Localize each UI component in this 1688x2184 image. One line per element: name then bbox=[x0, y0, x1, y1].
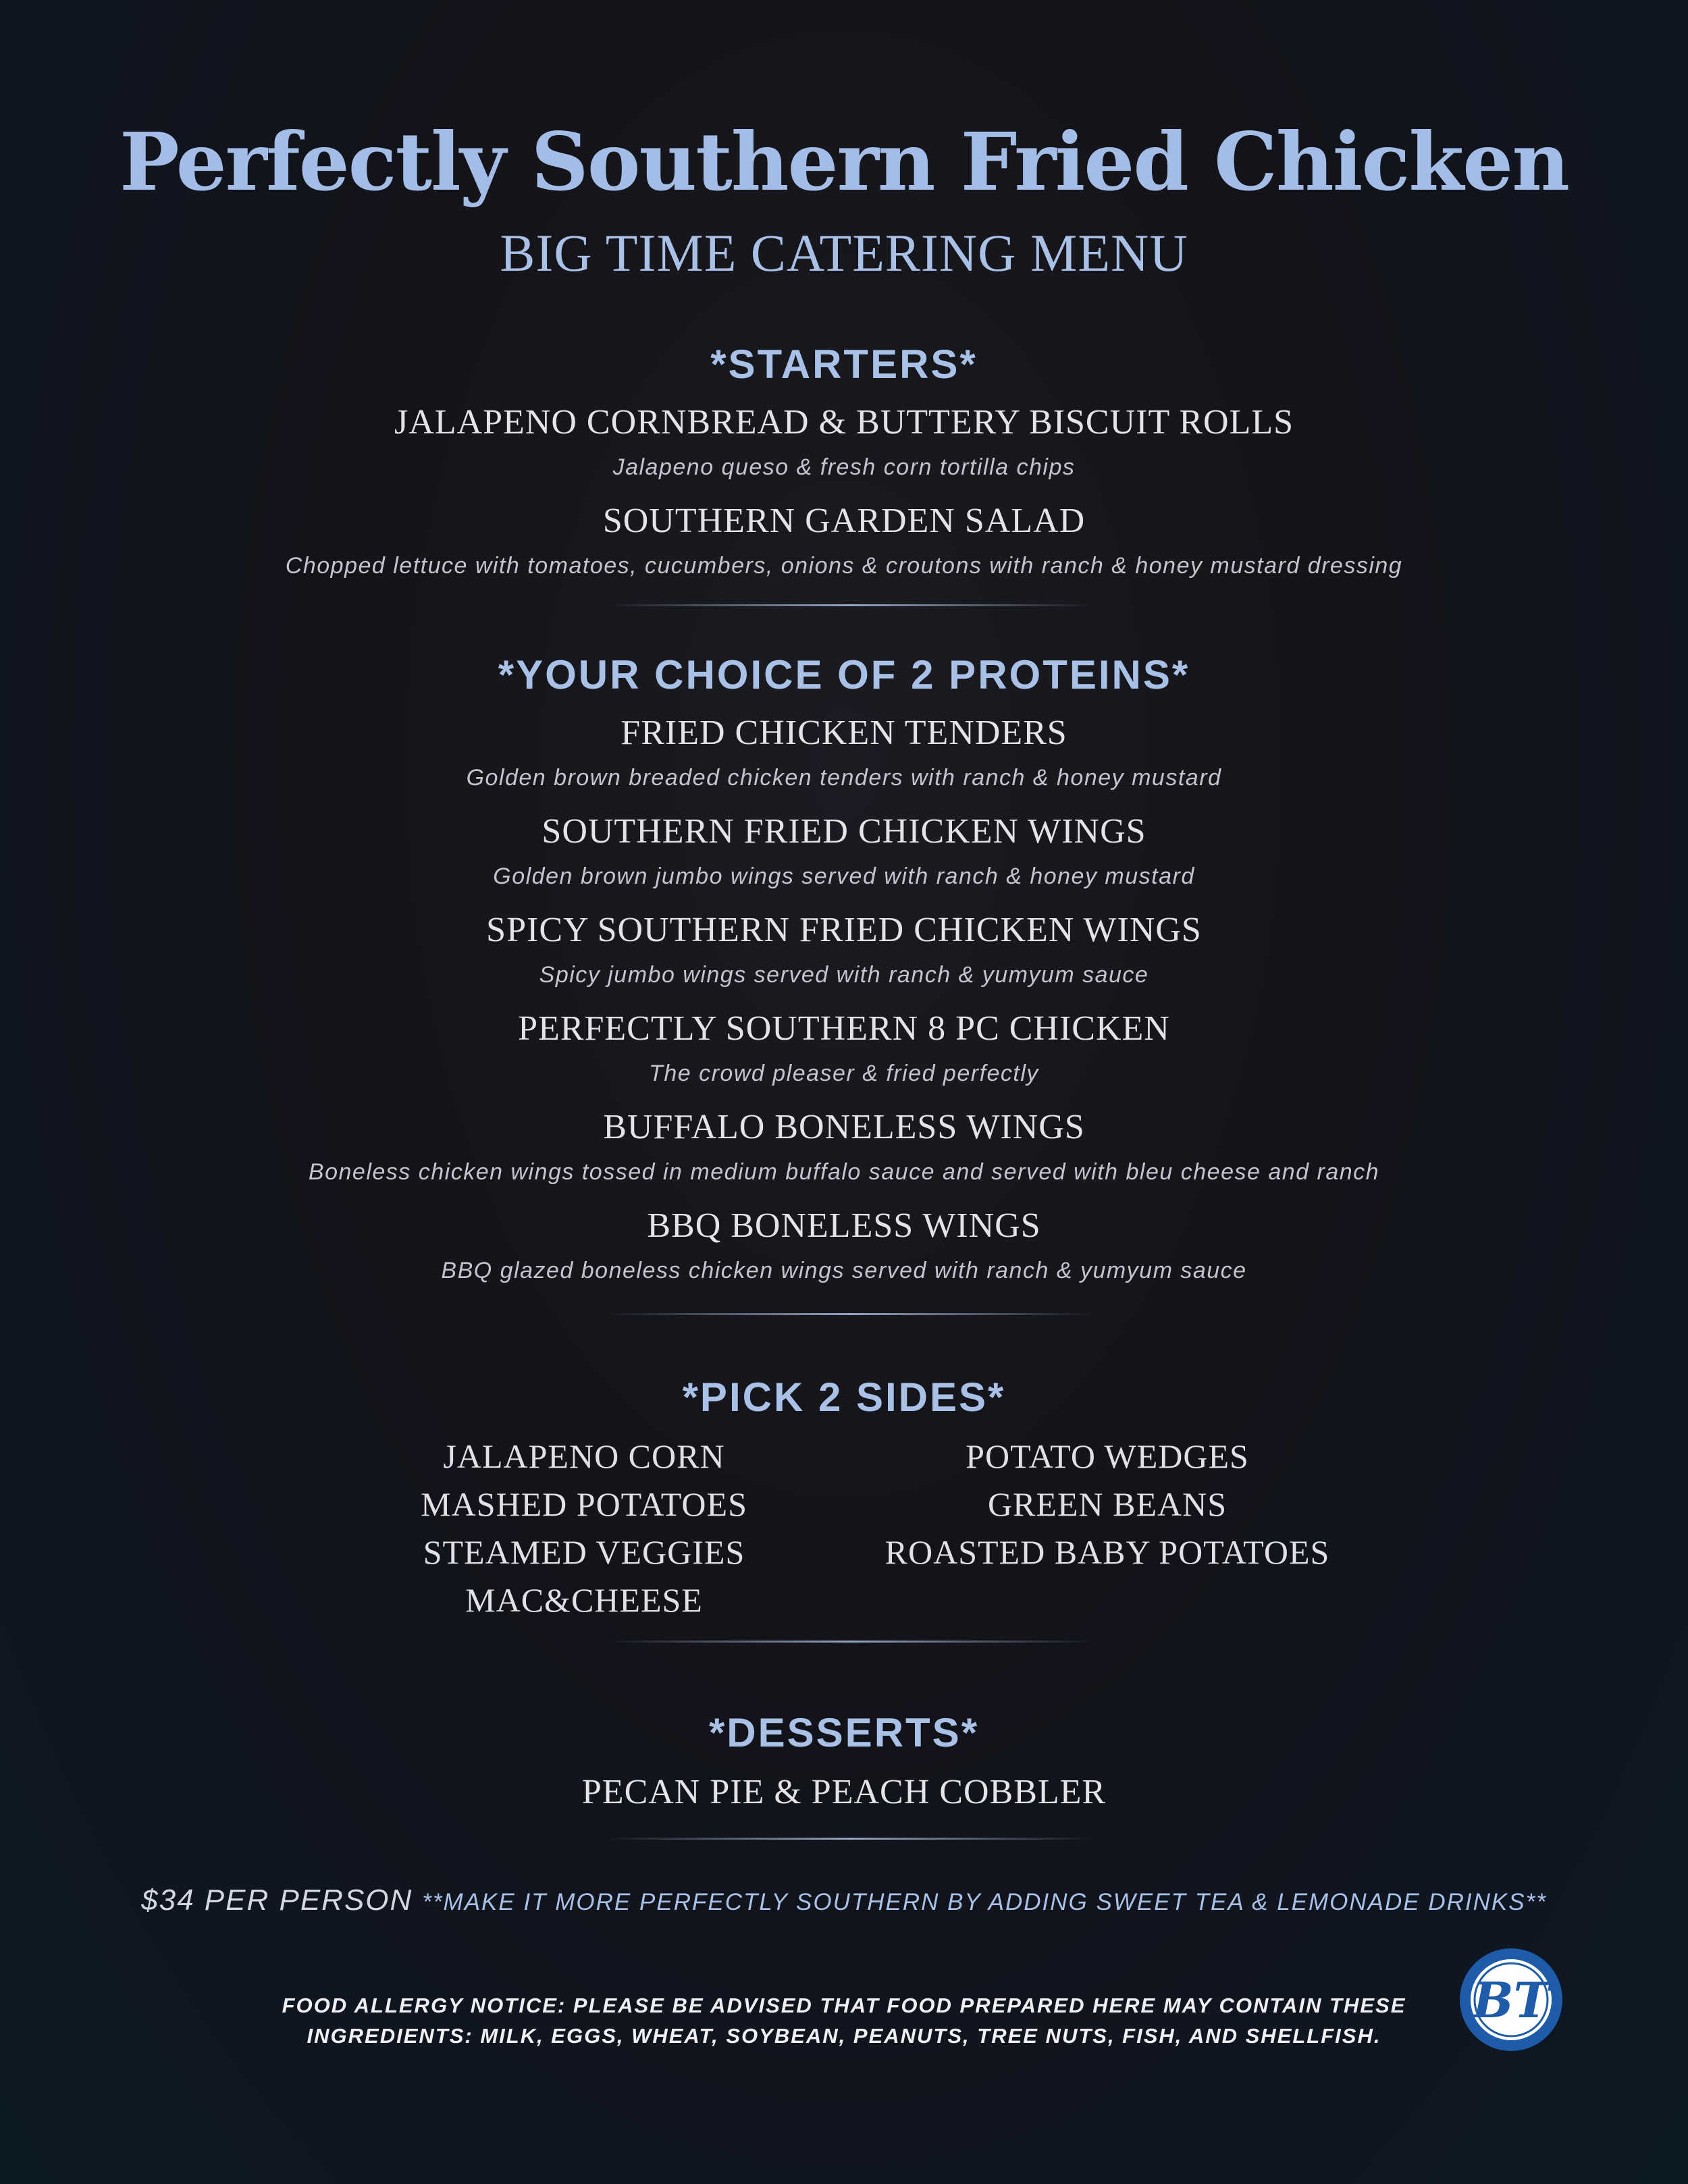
drinks-addon-note: **MAKE IT MORE PERFECTLY SOUTHERN BY ADDING SWEET TEA & LEMONADE DRINKS** bbox=[422, 1889, 1547, 1915]
protein-item-name: BUFFALO BONELESS WINGS bbox=[603, 1108, 1085, 1146]
bt-logo-icon bbox=[1457, 1946, 1565, 2054]
protein-item-description: The crowd pleaser & fried perfectly bbox=[649, 1061, 1039, 1086]
protein-item-description: Boneless chicken wings tossed in medium buffalo sauce and served with bleu cheese and ranch bbox=[308, 1159, 1380, 1185]
protein-item-description: Spicy jumbo wings served with ranch & yumyum sauce bbox=[539, 962, 1149, 988]
starter-item-name: SOUTHERN GARDEN SALAD bbox=[602, 502, 1086, 540]
allergy-notice-line: INGREDIENTS: MILK, EGGS, WHEAT, SOYBEAN, PEANUTS, TREE NUTS, FISH, AND SHELLFISH. bbox=[307, 2024, 1381, 2048]
section-divider bbox=[608, 604, 1094, 606]
side-item: MASHED POTATOES bbox=[421, 1485, 747, 1523]
section-divider bbox=[608, 1838, 1094, 1840]
protein-item-description: Golden brown jumbo wings served with ranch & honey mustard bbox=[493, 863, 1195, 889]
protein-item-description: BBQ glazed boneless chicken wings served with ranch & yumyum sauce bbox=[441, 1258, 1247, 1283]
pricing-row bbox=[0, 1884, 1688, 1917]
sides-heading: *PICK 2 SIDES* bbox=[682, 1375, 1006, 1420]
starter-item-description: Chopped lettuce with tomatoes, cucumbers, onions & croutons with ranch & honey mustard dressing bbox=[285, 553, 1403, 579]
protein-item-name: SPICY SOUTHERN FRIED CHICKEN WINGS bbox=[486, 911, 1202, 949]
side-item: ROASTED BABY POTATOES bbox=[885, 1533, 1330, 1571]
proteins-heading: *YOUR CHOICE OF 2 PROTEINS* bbox=[498, 652, 1190, 697]
starter-item-description: Jalapeno queso & fresh corn tortilla chips bbox=[612, 454, 1076, 480]
side-item: POTATO WEDGES bbox=[966, 1437, 1249, 1475]
protein-item-name: PERFECTLY SOUTHERN 8 PC CHICKEN bbox=[518, 1009, 1170, 1048]
menu-title: Perfectly Southern Fried Chicken bbox=[120, 115, 1568, 209]
sides-left-column bbox=[381, 1433, 787, 1624]
price-per-person: $34 PER PERSON bbox=[141, 1884, 413, 1917]
desserts-heading: *DESSERTS* bbox=[708, 1710, 980, 1755]
side-item: STEAMED VEGGIES bbox=[423, 1533, 745, 1571]
side-item: JALAPENO CORN bbox=[443, 1437, 725, 1475]
logo-lettering: BT bbox=[1472, 1971, 1550, 2029]
section-divider bbox=[608, 1641, 1094, 1643]
allergy-notice-line: FOOD ALLERGY NOTICE: PLEASE BE ADVISED THAT FOOD PREPARED HERE MAY CONTAIN THESE bbox=[282, 1994, 1406, 2017]
dessert-item-name: PECAN PIE & PEACH COBBLER bbox=[581, 1773, 1107, 1811]
protein-item-name: FRIED CHICKEN TENDERS bbox=[621, 714, 1067, 752]
sides-right-column bbox=[837, 1433, 1377, 1576]
allergy-notice bbox=[0, 1990, 1688, 2051]
side-item: MAC&CHEESE bbox=[465, 1581, 703, 1619]
starter-item-name: JALAPENO CORNBREAD & BUTTERY BISCUIT ROLLS bbox=[394, 403, 1294, 442]
side-item: GREEN BEANS bbox=[987, 1485, 1228, 1523]
starters-heading: *STARTERS* bbox=[710, 342, 978, 387]
protein-item-name: SOUTHERN FRIED CHICKEN WINGS bbox=[542, 812, 1146, 851]
menu-subtitle: BIG TIME CATERING MENU bbox=[500, 223, 1188, 282]
protein-item-name: BBQ BONELESS WINGS bbox=[647, 1206, 1041, 1245]
protein-item-description: Golden brown breaded chicken tenders with ranch & honey mustard bbox=[466, 765, 1222, 791]
section-divider bbox=[608, 1313, 1094, 1315]
